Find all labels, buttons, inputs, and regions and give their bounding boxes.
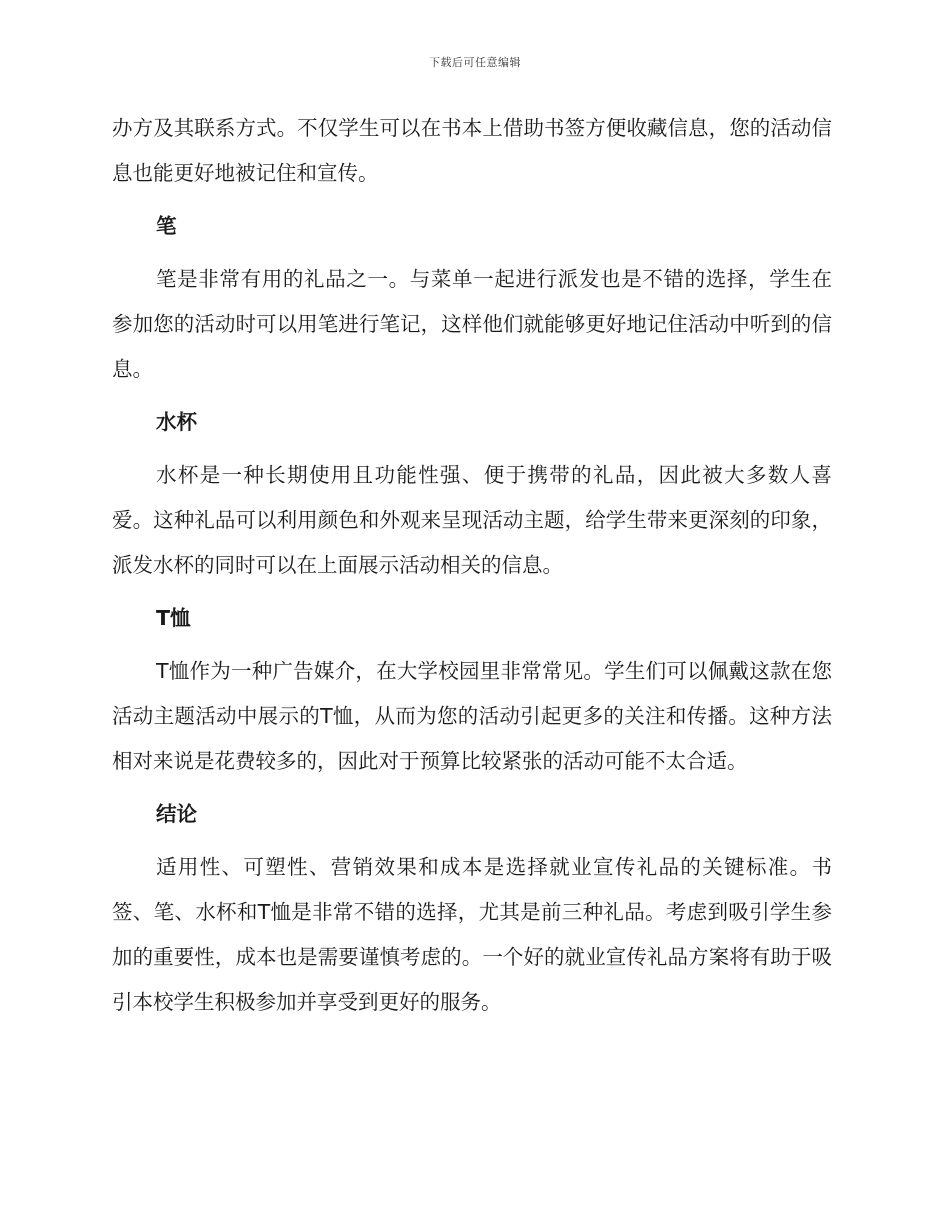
section-heading-conclusion: 结论 xyxy=(156,802,197,826)
spacer xyxy=(112,641,832,649)
section-heading-pen: 笔 xyxy=(156,214,177,238)
document-body xyxy=(112,106,832,1025)
section-heading-tshirt: T恤 xyxy=(156,606,191,630)
section-heading-cup: 水杯 xyxy=(156,410,197,434)
spacer xyxy=(112,784,832,792)
intro-continued-paragraph: 办方及其联系方式。不仅学生可以在书本上借助书签方便收藏信息，您的活动信息也能更好地被记住和宣传。 xyxy=(112,116,832,185)
section-body-pen: 笔是非常有用的礼品之一。与菜单一起进行派发也是不错的选择，学生在参加您的活动时可以用笔进行笔记，这样他们就能够更好地记住活动中听到的信息。 xyxy=(112,267,832,381)
spacer xyxy=(112,837,832,845)
section-body-tshirt: T恤作为一种广告媒介，在大学校园里非常常见。学生们可以佩戴这款在您活动主题活动中展示的T恤，从而为您的活动引起更多的关注和传播。这种方法相对来说是花费较多的，因此对于预算比较紧张的活动可能不太合适。 xyxy=(112,659,832,773)
spacer xyxy=(112,588,832,596)
section-body-conclusion: 适用性、可塑性、营销效果和成本是选择就业宣传礼品的关键标准。书签、笔、水杯和T恤是非常不错的选择，尤其是前三种礼品。考虑到吸引学生参加的重要性，成本也是需要谨慎考虑的。一个好的就业宣传礼品方案将有助于吸引本校学生积极参加并享受到更好的服务。 xyxy=(112,855,832,1014)
spacer xyxy=(112,392,832,400)
spacer xyxy=(112,445,832,453)
section-body-cup: 水杯是一种长期使用且功能性强、便于携带的礼品，因此被大多数人喜爱。这种礼品可以利用颜色和外观来呈现活动主题，给学生带来更深刻的印象，派发水杯的同时可以在上面展示活动相关的信息。 xyxy=(112,463,832,577)
page-header: 下载后可任意编辑 xyxy=(429,56,521,69)
spacer xyxy=(112,249,832,257)
spacer xyxy=(112,196,832,204)
